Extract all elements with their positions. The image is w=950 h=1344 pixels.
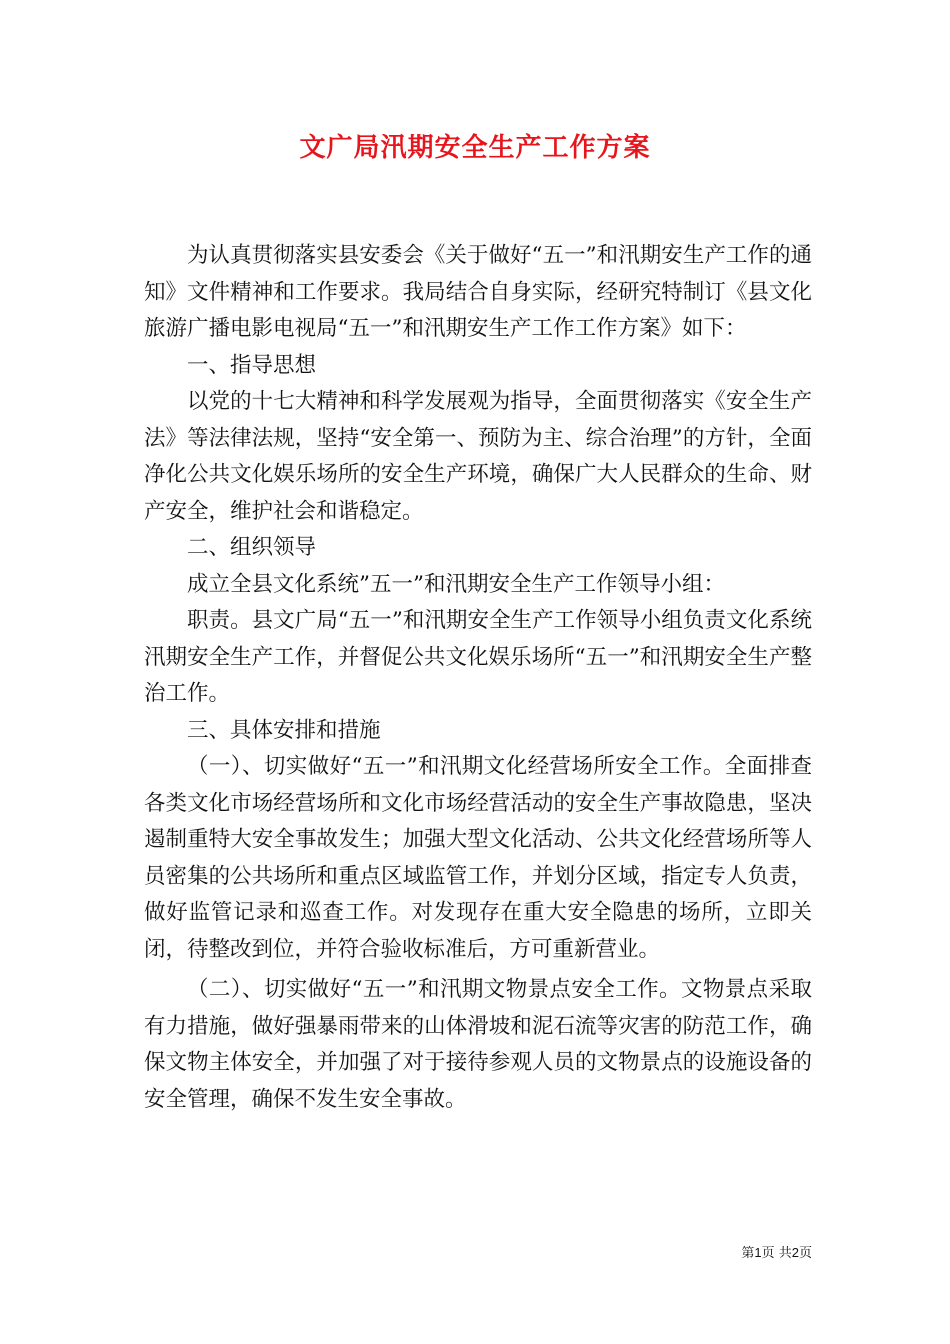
footer-total-pages: 2 [791, 1245, 799, 1260]
duties-paragraph: 职责。县文广局“五一”和汛期安全生产工作领导小组负责文化系统汛期安全生产工作，并督促公共文化娱乐场所“五一”和汛期安全生产整治工作。 [144, 608, 812, 706]
footer-suffix: 页 [798, 1246, 812, 1261]
measure-two-paragraph: （二）、切实做好“五一”和汛期文物景点安全工作。文物景点采取有力措施，做好强暴雨带来的山体滑坡和泥石流等灾害的防范工作，确保文物主体安全，并加强了对于接待参观人员的文物景点的设施设备的安全管理，确保不发生安全事故。 [144, 977, 812, 1112]
guiding-thought-paragraph: 以党的十七大精神和科学发展观为指导，全面贯彻落实《安全生产法》等法律法规，坚持“安全第一、预防为主、综合治理”的方针，全面净化公共文化娱乐场所的安全生产环境，确保广大人民群众的生命、财产安全，维护社会和谐稳定。 [144, 389, 812, 524]
page-footer [741, 1244, 812, 1263]
measure-one-paragraph: （一）、切实做好“五一”和汛期文化经营场所安全工作。全面排查各类文化市场经营场所和文化市场经营活动的安全生产事故隐患，坚决遏制重特大安全事故发生；加强大型文化活动、公共文化经营场所等人员密集的公共场所和重点区域监管工作，并划分区域，指定专人负责，做好监管记录和巡查工作。对发现存在重大安全隐患的场所，立即关闭，待整改到位，并符合验收标准后，方可重新营业。 [144, 754, 812, 962]
intro-paragraph: 为认真贯彻落实县安委会《关于做好“五一”和汛期安生产工作的通知》文件精神和工作要求。我局结合自身实际，经研究特制订《县文化旅游广播电影电视局“五一”和汛期安生产工作工作方案》如下： [144, 243, 812, 341]
section-heading-arrangements: 三、具体安排和措施 [187, 717, 381, 743]
footer-prefix: 第 [741, 1246, 755, 1261]
footer-page-number: 1 [754, 1245, 762, 1260]
section-heading-organization: 二、组织领导 [187, 535, 317, 560]
section-heading-guiding-thought: 一、指导思想 [187, 352, 317, 378]
document-title: 文广局汛期安全生产工作方案 [299, 133, 651, 163]
leading-group-paragraph: 成立全县文化系统”五一”和汛期安全生产工作领导小组： [187, 571, 725, 597]
document-body [144, 238, 812, 1118]
footer-middle: 页 共 [761, 1246, 792, 1261]
